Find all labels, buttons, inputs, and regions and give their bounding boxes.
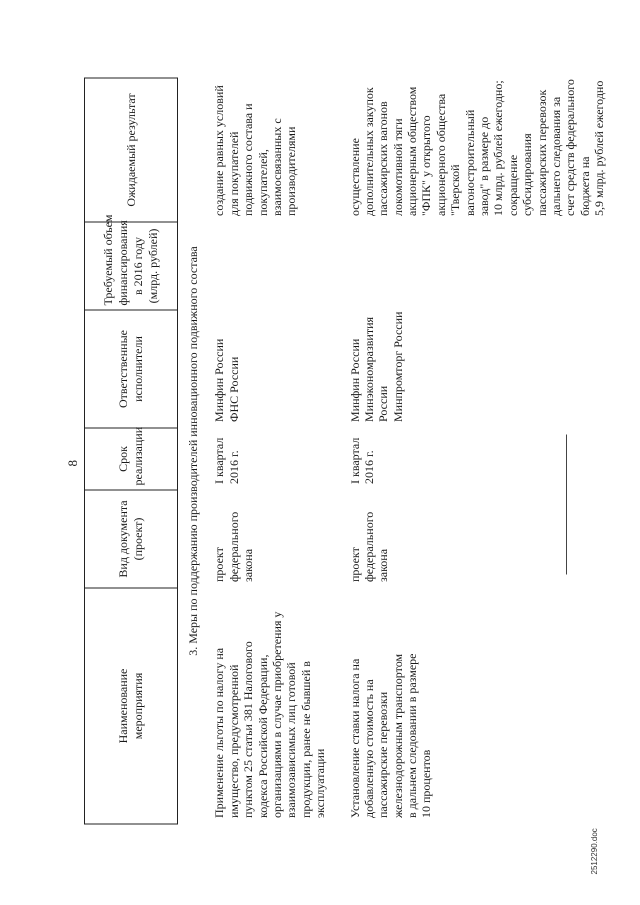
- file-name-footer: 2512290.doc: [590, 828, 599, 875]
- text-line: 10 млрд. рублей ежегодно;: [491, 80, 506, 216]
- text-line: производителями: [284, 126, 299, 216]
- text-line: подвижного состава и: [241, 103, 256, 216]
- text-line: имущество, предусмотренной: [226, 664, 241, 818]
- header-executors: [85, 310, 178, 428]
- text-line: закона: [241, 548, 256, 582]
- text-line: дальнего следования за: [548, 96, 563, 216]
- text-line: Вид документа: [116, 500, 130, 578]
- text-line: Минэкономразвития: [361, 316, 376, 422]
- text-line: организациями в случае приобретения у: [269, 611, 284, 818]
- text-line: проект: [212, 547, 227, 582]
- cell-executors: [346, 310, 609, 428]
- table-header-row: [85, 78, 178, 824]
- text-line: акционерным обществом: [405, 86, 420, 216]
- text-line: Наименование: [116, 668, 130, 744]
- text-line: мероприятия: [131, 672, 145, 740]
- text-line: I квартал: [347, 437, 362, 484]
- text-line: Применение льготы по налогу на: [212, 647, 227, 818]
- text-line: Ожидаемый результат: [123, 93, 138, 207]
- cell-term: [346, 428, 609, 490]
- text-line: продукции, ранее не бывшей в: [298, 661, 313, 818]
- text-line: бюджета на: [577, 156, 592, 216]
- text-line: I квартал: [212, 437, 227, 484]
- text-line: железнодорожным транспортом: [390, 653, 405, 818]
- text-line: пунктом 25 статьи 381 Налогового: [241, 641, 256, 818]
- text-line: 5,9 млрд. рублей ежегодно: [592, 80, 607, 216]
- text-line: в дальнем следовании в размере: [405, 653, 420, 818]
- cell-term: [210, 428, 345, 490]
- text-line: пассажирские перевозки: [376, 691, 391, 818]
- cell-name: [210, 588, 345, 824]
- text-line: сокращение: [505, 154, 520, 216]
- text-line: федерального: [361, 511, 376, 582]
- text-line: субсидирования: [520, 133, 535, 216]
- text-line: завод" в размере до: [477, 116, 492, 216]
- page-number: 8: [65, 460, 80, 467]
- text-line: дополнительных закупок: [361, 87, 376, 216]
- text-line: создание равных условий: [212, 85, 227, 216]
- header-term: [85, 428, 178, 490]
- text-line: федерального: [226, 511, 241, 582]
- text-line: Установление ставки налога на: [347, 658, 362, 818]
- text-line: 10 процентов: [419, 749, 434, 818]
- cell-result: [210, 78, 345, 222]
- text-line: России: [376, 385, 391, 422]
- text-line: пассажирских вагонов: [376, 101, 391, 216]
- text-line: проект: [347, 547, 362, 582]
- text-line: 2016 г.: [226, 450, 241, 484]
- cell-doc-type: [210, 490, 345, 588]
- cell-funding: [210, 222, 345, 310]
- section-title: 3. Меры по поддержанию производителей инновационного подвижного состава: [186, 246, 200, 656]
- header-name: [85, 588, 178, 824]
- text-line: Минфин России: [347, 338, 362, 422]
- text-line: в 2016 году: [131, 236, 145, 296]
- text-line: реализации: [131, 426, 145, 486]
- text-line: пассажирских перевозок: [534, 89, 549, 216]
- end-divider-line: [566, 435, 567, 575]
- text-line: (проект): [131, 517, 145, 561]
- measures-table: [84, 78, 609, 825]
- text-line: "ФПК" у открытого: [419, 115, 434, 216]
- text-line: осуществление: [347, 138, 362, 216]
- text-line: вагоностроительный: [462, 109, 477, 216]
- text-line: локомотивной тяги: [390, 118, 405, 216]
- cell-funding: [346, 222, 609, 310]
- text-line: (млрд. рублей): [146, 228, 160, 304]
- section-row: [178, 78, 211, 824]
- text-line: акционерного общества: [433, 93, 448, 216]
- text-line: эксплуатации: [313, 748, 328, 818]
- cell-executors: [210, 310, 345, 428]
- table-row: [210, 78, 345, 824]
- header-funding: [85, 214, 178, 310]
- cell-result: [346, 78, 609, 222]
- header-doc-type: [85, 490, 178, 588]
- text-line: ФНС России: [226, 356, 241, 422]
- text-line: для покупателей: [226, 131, 241, 216]
- text-line: Минфин России: [212, 338, 227, 422]
- text-line: взаимозависимых лиц готовой: [284, 662, 299, 818]
- cell-name: [346, 588, 609, 824]
- text-line: Ответственные: [116, 330, 130, 408]
- text-line: Срок: [116, 446, 130, 472]
- text-line: закона: [376, 548, 391, 582]
- text-line: счет средств федерального: [563, 79, 578, 216]
- text-line: добавленную стоимость на: [361, 679, 376, 818]
- text-line: покупателей,: [255, 149, 270, 216]
- text-line: финансирования: [116, 220, 130, 306]
- text-line: "Тверской: [448, 164, 463, 216]
- cell-doc-type: [346, 490, 609, 588]
- header-result: [85, 78, 178, 222]
- text-line: взаимосвязанных с: [269, 118, 284, 216]
- text-line: кодекса Российской Федерации,: [255, 654, 270, 818]
- text-line: Требуемый объем: [101, 214, 115, 306]
- text-line: Минпромторг России: [390, 311, 405, 422]
- table-row: [346, 78, 609, 824]
- text-line: 2016 г.: [361, 450, 376, 484]
- text-line: исполнители: [131, 336, 145, 402]
